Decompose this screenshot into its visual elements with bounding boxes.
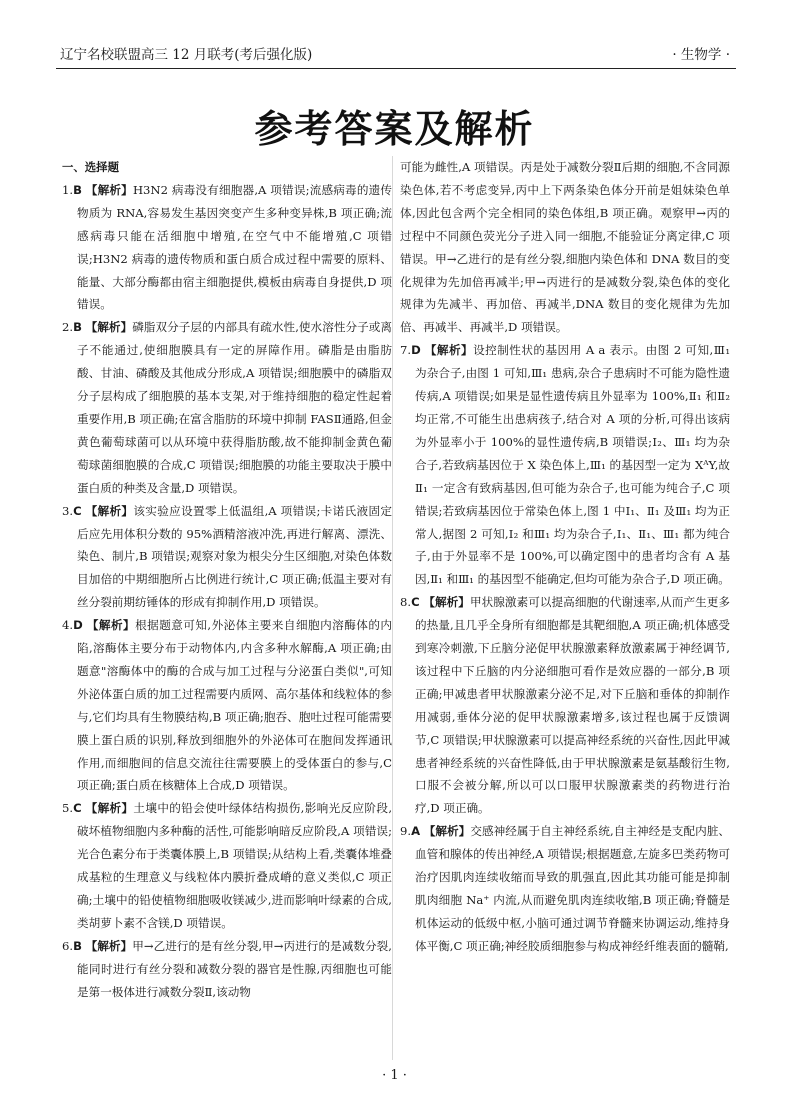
question-number: 5. [62,801,74,816]
answer-continuation: 可能为雌性,A 项错误。丙是处于减数分裂Ⅱ后期的细胞,不含同源染色体,若不考虑变异,丙中上下两条染色体分开前是姐妹染色单体,因此包含两个完全相同的染色体组,B 项正确。观察甲→丙的过程中不同颜色荧光分子进入同一细胞,不能验证分离定律,C 项错误。甲→乙进行的是有丝分裂,细胞内染色体和 DNA 数目的变化规律为先加倍再减半;甲→丙进行的是减数分裂,染色体的变化规律为先减半、再加倍、再减半,DNA 数目的变化规律为先加倍、再减半、再减半,D 项错误。 [400,160,730,335]
subject-label: · 生物学 · [672,47,730,63]
question-number: 3. [62,503,74,518]
analysis-tag: 【解析】 [423,595,470,610]
question-number: 2. [62,320,74,335]
answer-item [62,500,392,615]
left-column [62,156,392,1004]
right-column [400,156,730,958]
exam-title: 辽宁名校联盟高三 12 月联考(考后强化版) [60,47,313,63]
question-number: 4. [62,618,74,633]
analysis-text: 甲状腺激素可以提高细胞的代谢速率,从而产生更多的热量,且几乎全身所有细胞都是其靶细胞,A 项正确;机体感受到寒冷刺激,下丘脑分泌促甲状腺激素释放激素属于神经调节,该过程中下丘脑的内分泌细胞可看作是效应器的一部分,B 项正确;甲减患者甲状腺激素分泌不足,对下丘脑和垂体的抑制作用减弱,垂体分泌的促甲状腺激素增多,该过程也属于反馈调节,C 项错误;甲状腺激素可以提高神经系统的兴奋性,因此甲减患者神经系统的兴奋性降低,由于甲状腺激素是氨基酸衍生物,口服不会被分解,所以可以口服甲状腺激素类的药物进行治疗,D 项正确。 [415,595,731,816]
analysis-text: 根据题意可知,外泌体主要来自细胞内溶酶体的内陷,溶酶体主要分布于动物体内,内含多种水解酶,A 项正确;由题意"溶酶体中的酶的合成与加工过程与分泌蛋白类似",可知外泌体蛋白质的加工过程需要内质网、高尔基体和线粒体的参与,它们均具有生物膜结构,B 项正确;胞吞、胞吐过程可能需要膜上蛋白质的识别,释放到细胞外的外泌体可在胞间发挥通讯作用,而细胞间的信息交流往往需要膜上的受体蛋白的参与,C 项正确;蛋白质在核糖体上合成,D 项错误。 [77,618,392,793]
answer-item [62,614,392,797]
answer-letter: B [73,182,82,197]
question-number: 7. [400,343,412,358]
page-number: · 1 · [382,1068,407,1083]
question-number: 1. [62,182,74,197]
analysis-tag: 【解析】 [85,320,133,335]
answer-letter: C [73,503,82,518]
answer-letter: D [411,343,421,358]
question-number: 8. [400,595,412,610]
page-title: 参考答案及解析 [254,107,535,151]
analysis-tag: 【解析】 [85,938,133,953]
answer-letter: B [73,938,82,953]
answer-letter: B [73,320,82,335]
answer-item [400,339,730,591]
question-number: 9. [400,824,412,839]
analysis-tag: 【解析】 [85,503,134,518]
column-divider [392,156,393,1060]
answer-item [62,179,392,316]
answer-letter: C [73,801,82,816]
answer-item [62,935,392,1004]
analysis-tag: 【解析】 [424,343,474,358]
answer-item [400,591,730,820]
answer-letter: A [411,824,421,839]
analysis-text: 设控制性状的基因用 A a 表示。由图 2 可知,Ⅲ₁ 为杂合子,由图 1 可知,Ⅲ₁ 患病,杂合子患病时不可能为隐性遗传病,A 项错误;如果是显性遗传病且外显率为 100%,Ⅱ₁ 和Ⅱ₂ 均正常,不可能生出患病孩子,结合对 A 项的分析,可得出该病为外显率小于 100%的显性遗传病,B 项错误;Ⅰ₂、Ⅲ₁ 均为杂合子,若致病基因位于 X 染色体上,Ⅲ₁ 的基因型一定为 XᴬY,故Ⅱ₁ 一定含有致病基因,但可能为杂合子,也可能为纯合子,C 项错误;若致病基因位于常染色体上,图 1 中Ⅰ₁、Ⅱ₁ 及Ⅲ₁ 均为正常人,据图 2 可知,Ⅰ₂ 和Ⅲ₁ 均为杂合子,Ⅰ₁、Ⅱ₁、Ⅲ₁ 都为纯合子,由于外显率不是 100%,可以确定图中的患者均含有 A 基因,Ⅱ₁ 和Ⅲ₁ 的基因型不能确定,但均可能为杂合子,D 项正确。 [415,343,730,587]
answer-item [62,797,392,934]
analysis-text: 磷脂双分子层的内部具有疏水性,使水溶性分子或离子不能通过,使细胞膜具有一定的屏障作用。磷脂是由脂肪酸、甘油、磷酸及其他成分形成,A 项错误;细胞膜中的磷脂双分子层构成了细胞膜的基本支架,对于维持细胞的稳定性起着重要作用,B 项正确;在富含脂肪的环境中抑制 FASⅡ通路,但金黄色葡萄球菌可以从环境中获得脂肪酸,故不能抑制金黄色葡萄球菌细胞膜的合成,C 项错误;细胞膜的功能主要取决于膜中蛋白质的种类及含量,D 项错误。 [77,320,392,495]
analysis-text: 土壤中的铅会使叶绿体结构损伤,影响光反应阶段,破坏植物细胞内多种酶的活性,可能影响暗反应阶段,A 项错误;光合色素分布于类囊体膜上,B 项错误;从结构上看,类囊体堆叠成基粒的生理意义与线粒体内膜折叠成嵴的意义类似,C 项正确;土壤中的铅使植物细胞吸收镁减少,进而影响叶绿素的合成,类胡萝卜素不含镁,D 项错误。 [77,801,393,930]
question-number: 6. [62,938,74,953]
left-answer-list [62,179,392,1004]
analysis-tag: 【解析】 [423,824,471,839]
answer-item [400,820,730,957]
page-header [56,44,736,69]
analysis-text: H3N2 病毒没有细胞器,A 项错误;流感病毒的遗传物质为 RNA,容易发生基因突变产生多种变异株,B 项正确;流感病毒只能在活细胞中增殖,在空气中不能增殖,C 项错误;H3N2 病毒的遗传物质和蛋白质合成过程中需要的原料、能量、大部分酶都由宿主细胞提供,模板由病毒自身提供,D 项错误。 [77,182,392,312]
analysis-text: 交感神经属于自主神经系统,自主神经是支配内脏、血管和腺体的传出神经,A 项错误;根据题意,左旋多巴类药物可治疗因肌肉连续收缩而导致的肌强直,因此其功能可能是抑制肌肉细胞 Na⁺ 内流,从而避免肌肉连续收缩,B 项正确;脊髓是机体运动的低级中枢,小脑可通过调节脊髓来协调运动,维持身体平衡,C 项正确;神经胶质细胞参与构成神经纤维表面的髓鞘, [415,824,730,953]
analysis-tag: 【解析】 [86,618,136,633]
analysis-text: 甲→乙进行的是有丝分裂,甲→丙进行的是减数分裂,能同时进行有丝分裂和减数分裂的器官是性腺,丙细胞也可能是第一极体进行减数分裂Ⅱ,该动物 [77,938,392,999]
analysis-tag: 【解析】 [85,801,134,816]
analysis-text: 该实验应设置零上低温组,A 项错误;卡诺氏液固定后应先用体积分数的 95%酒精溶液冲洗,再进行解离、漂洗、染色、制片,B 项错误;观察对象为根尖分生区细胞,对染色体数目加倍的中期细胞所占比例进行统计,C 项正确;低温主要对有丝分裂前期纺锤体的形成有抑制作用,D 项错误。 [77,503,392,610]
analysis-tag: 【解析】 [85,182,133,197]
right-answer-list [400,339,730,957]
section-heading: 一、选择题 [62,160,119,174]
answer-item [62,316,392,499]
answer-letter: C [411,595,420,610]
answer-letter: D [73,618,83,633]
